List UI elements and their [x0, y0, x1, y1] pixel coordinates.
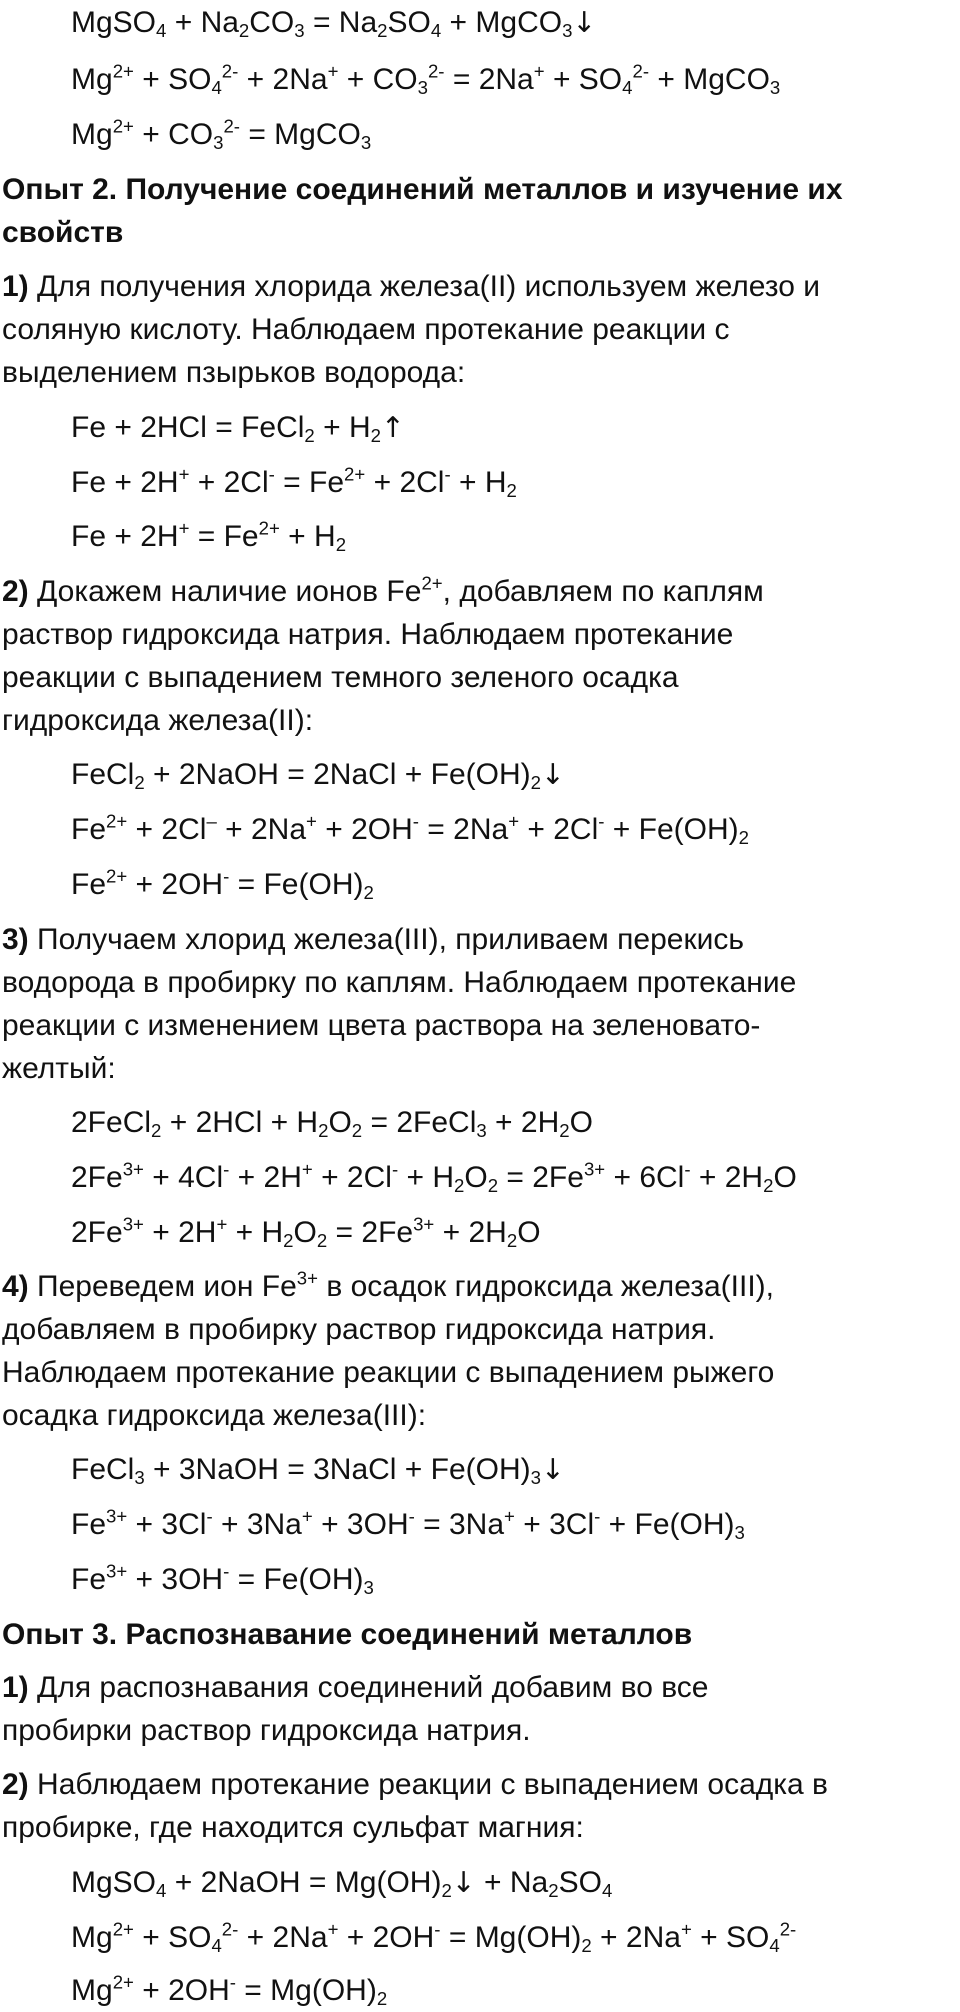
equation-line: $Fe^{3+} + 3Cl^- + 3Na^+ + 3OH^- = 3Na^+ + 3Cl^- + Fe(OH)_3$ — [71, 1505, 745, 1544]
step-number: 2) — [2, 1768, 29, 1801]
step-number: 4) — [2, 1270, 29, 1303]
paragraph-line: раствор гидроксида натрия. Наблюдаем протекание — [2, 618, 734, 651]
paragraph-line — [2, 925, 744, 955]
equation-line: $Mg^{2+} + SO_4^{2-} + 2Na^+ + 2OH^- = Mg(OH)_2 + 2Na^+ + SO_4^{2-}$ — [71, 1918, 797, 1957]
equation-line: $Fe^{2+} + 2OH^- = Fe(OH)_2$ — [71, 865, 374, 904]
step-number: 2) — [2, 575, 29, 608]
paragraph-line — [2, 1673, 709, 1703]
paragraph-line: выделением пзырьков водорода: — [2, 356, 466, 389]
equation-line: $Fe + 2H^+ + 2Cl^- = Fe^{2+} + 2Cl^- + H_2$ — [71, 463, 517, 502]
paragraph-line: гидроксида железа(II): — [2, 704, 314, 737]
paragraph-text: Для распознавания соединений добавим во все — [28, 1671, 709, 1704]
paragraph-line: пробирки раствор гидроксида натрия. — [2, 1714, 531, 1747]
paragraph-line: водорода в пробирку по каплям. Наблюдаем протекание — [2, 966, 797, 999]
equation-line: $Fe^{3+} + 3OH^- = Fe(OH)_3$ — [71, 1560, 374, 1599]
paragraph-line: реакции с изменением цвета раствора на зеленовато- — [2, 1009, 761, 1042]
equation-line: 2FeCl$_2$ + $2HCl + H_2O_2$ = 2FeCl$_3$ + $2H_2O$ — [71, 1106, 593, 1142]
paragraph-line: Наблюдаем протекание реакции с выпадением рыжего — [2, 1356, 775, 1389]
paragraph-text: Переведем ион $Fe^{3+}$ в осадок гидроксида железа(III), — [28, 1267, 774, 1303]
paragraph-line: осадка гидроксида железа(III): — [2, 1399, 427, 1432]
equation-line: $2Fe^{3+} + 2H^+ + H_2O_2 = 2Fe^{3+} + 2H_2O$ — [71, 1213, 541, 1252]
paragraph-line: пробирке, где находится сульфат магния: — [2, 1811, 584, 1844]
paragraph-line — [2, 272, 820, 302]
paragraph-line: реакции с выпадением темного зеленого осадка — [2, 661, 679, 694]
step-number: 1) — [2, 270, 29, 303]
paragraph-line — [2, 1770, 828, 1800]
paragraph-line: добавляем в пробирку раствор гидроксида натрия. — [2, 1313, 716, 1346]
equation-line: $Mg^{2+} + CO_3^{2-}$ = MgCO$_3$ — [71, 115, 372, 154]
equation-line: $2Fe^{3+} + 4Cl^- + 2H^+ + 2Cl^- + H_2O_2 = 2Fe^{3+} + 6Cl^- + 2H_2O$ — [71, 1158, 797, 1197]
paragraph-text: Наблюдаем протекание реакции с выпадением осадка в — [28, 1768, 828, 1801]
equation-line: $Fe + 2H^+ = Fe^{2+} + H_2$ — [71, 517, 347, 556]
equation-line: MgSO$_4$ + $Na_2CO_3 = Na_2SO_4$ + MgCO$_3$↓ — [71, 6, 597, 42]
equation-line: $Mg^{2+} + 2OH^- = Mg(OH)_2$ — [71, 1971, 388, 2010]
equation-line: FeCl$_3$ + 3NaOH = 3NaCl + $Fe(OH)_3↓$ — [71, 1453, 565, 1489]
paragraph-text: Для получения хлорида железа(II) используем железо и — [28, 270, 820, 303]
paragraph-line — [2, 1267, 774, 1303]
equation-line: $Fe^{2+} + 2Cl^- + 2Na^+ + 2OH^- = 2Na^+ + 2Cl^- + Fe(OH)_2$ — [71, 810, 749, 849]
equation-line: FeCl$_2$ + 2NaOH = 2NaCl + $Fe(OH)_2↓$ — [71, 758, 565, 794]
paragraph-text: Получаем хлорид железа(III), приливаем перекись — [28, 923, 744, 956]
paragraph-line: желтый: — [2, 1052, 116, 1085]
equation-line: MgSO$_4$ + 2NaOH = $Mg(OH)_2↓ + Na_2SO_4$ — [71, 1866, 613, 1902]
paragraph-line: соляную кислоту. Наблюдаем протекание реакции с — [2, 313, 730, 346]
section-heading: Опыт 2. Получение соединений металлов и изучение их — [2, 173, 843, 206]
equation-line: Fe + 2HCl = FeCl$_2$ + $H_2↑$ — [71, 411, 405, 447]
paragraph-line — [2, 572, 764, 608]
equation-line: $Mg^{2+} + SO_4^{2-} + 2Na^+ + CO_3^{2-} = 2Na^+ + SO_4^{2-}$ + MgCO$_3$ — [71, 60, 781, 99]
step-number: 3) — [2, 923, 29, 956]
step-number: 1) — [2, 1671, 29, 1704]
paragraph-text: Докажем наличие ионов $Fe^{2+}$, добавляем по каплям — [28, 572, 764, 608]
section-heading: свойств — [2, 216, 124, 249]
section-heading: Опыт 3. Распознавание соединений металлов — [2, 1618, 693, 1651]
